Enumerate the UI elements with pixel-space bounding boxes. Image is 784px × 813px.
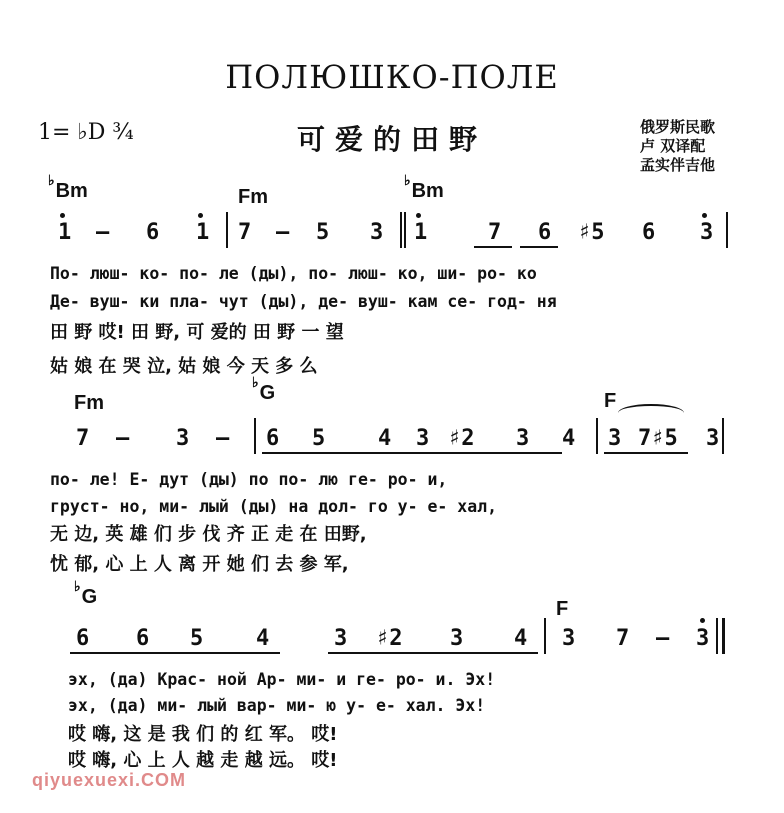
- octave-dot: [702, 213, 707, 218]
- lyric-s3-v2: эх, (да) ми- лый вар- ми- ю у- е- хал. Эх!: [68, 696, 486, 715]
- lyric-s1-v2: Де- вуш- ки пла- чут (ды), де- вуш- кам се- год- ня: [50, 292, 557, 311]
- chord-s3-1: ♭G: [74, 578, 98, 608]
- beam: [262, 452, 562, 454]
- barline: [596, 418, 598, 454]
- lyric-s3-v3: 哎 嗨, 这 是 我 们 的 红 军。 哎!: [68, 724, 338, 745]
- credit-origin: 俄罗斯民歌: [640, 118, 716, 136]
- lyric-s1-v4: 姑 娘 在 哭 泣, 姑 娘 今 天 多 么: [50, 356, 318, 377]
- chord-s2-1: Fm: [74, 392, 104, 414]
- beam: [70, 652, 280, 654]
- barline: [722, 418, 724, 454]
- chord-s1-1: ♭Bm: [48, 172, 88, 202]
- chord-s1-2: Fm: [238, 186, 268, 208]
- song-subtitle: 可爱的田野: [296, 123, 487, 156]
- octave-dot: [198, 213, 203, 218]
- song-title: ПОЛЮШКО-ПОЛЕ: [225, 58, 559, 96]
- barline: [726, 212, 728, 248]
- beam: [328, 652, 538, 654]
- site-watermark: qiyuexuexi.COM: [32, 770, 187, 790]
- barline: [716, 618, 718, 654]
- credit-guitar: 孟实伴吉他: [640, 156, 716, 174]
- chord-s2-3: F: [604, 390, 617, 412]
- barline: [404, 212, 406, 248]
- beam: [474, 246, 512, 248]
- chord-s2-2: ♭G: [252, 374, 276, 404]
- lyric-s1-v3: 田 野 哎! 田 野, 可 爱的 田 野 一 望: [50, 322, 344, 343]
- beam: [604, 452, 688, 454]
- beam: [520, 246, 558, 248]
- octave-dot: [700, 618, 705, 623]
- chord-s1-3: ♭Bm: [404, 172, 444, 202]
- barline: [254, 418, 256, 454]
- slur: [618, 404, 684, 422]
- final-barline: [722, 618, 725, 654]
- barline: [544, 618, 546, 654]
- credits: [640, 118, 715, 175]
- chord-s3-2: F: [556, 598, 569, 620]
- octave-dot: [60, 213, 65, 218]
- octave-dot: [416, 213, 421, 218]
- key-signature: 1= ♭D ¾: [38, 120, 134, 145]
- barline: [226, 212, 228, 248]
- lyric-s2-v3: 无 边, 英 雄 们 步 伐 齐 正 走 在 田野,: [50, 524, 367, 545]
- credit-translator: 卢 双译配: [640, 137, 706, 155]
- lyric-s2-v2: груст- но, ми- лый (ды) на дол- го у- е- хал,: [50, 497, 498, 516]
- lyric-s2-v1: по- ле! Е- дут (ды) по по- лю ге- ро- и,: [50, 470, 448, 489]
- lyric-s3-v4: 哎 嗨, 心 上 人 越 走 越 远。 哎!: [68, 750, 338, 771]
- barline: [400, 212, 402, 248]
- lyric-s1-v1: По- люш- ко- по- ле (ды), по- люш- ко, ши- ро- ко: [50, 264, 537, 283]
- lyric-s2-v4: 忧 郁, 心 上 人 离 开 她 们 去 参 军,: [50, 554, 349, 575]
- lyric-s3-v1: эх, (да) Крас- ной Ар- ми- и ге- ро- и. Эх!: [68, 670, 496, 689]
